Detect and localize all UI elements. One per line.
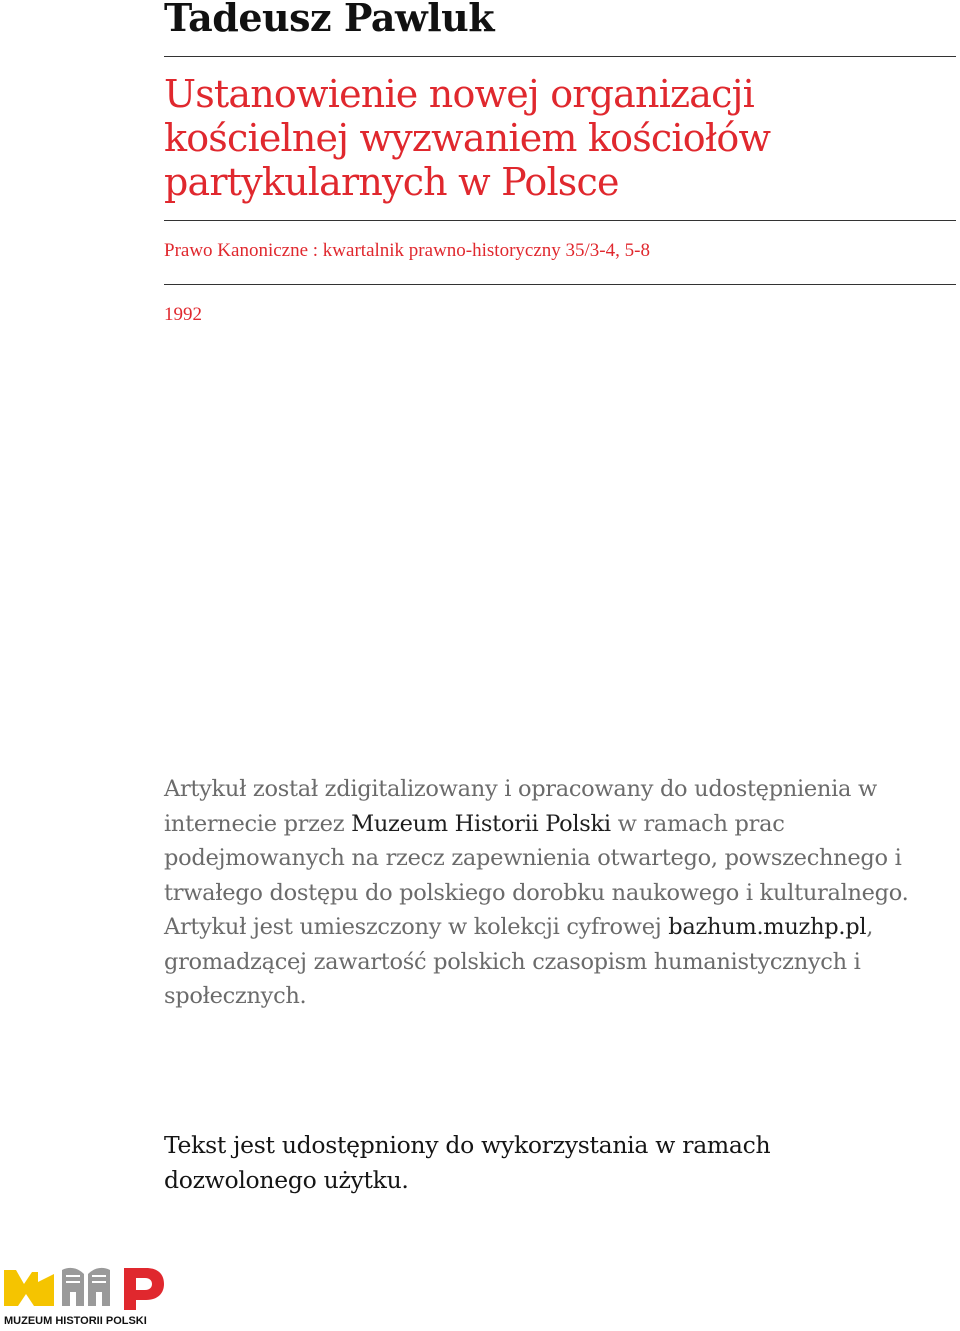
divider [164,56,956,57]
collection-site-link[interactable]: bazhum.muzhp.pl [668,914,867,940]
logo-text: MUZEUM HISTORII POLSKI [4,1315,147,1327]
journal-source: Prawo Kanoniczne : kwartalnik prawno-historyczny 35/3-4, 5-8 [164,240,650,261]
license-notice: Tekst jest udostępniony do wykorzystania w ramach dozwolonego użytku. [164,1131,771,1194]
article-title: Ustanowienie nowej organizacji kościelnej wyzwaniem kościołów partykularnych w Polsce [164,72,771,204]
museum-logo-icon [4,1262,166,1314]
museum-logo [4,1262,166,1328]
divider [164,284,956,285]
museum-name: Muzeum Historii Polski [351,810,611,837]
publication-year: 1992 [164,304,202,325]
author-name: Tadeusz Pawluk [164,0,495,40]
digitization-statement [164,772,954,1014]
statement-text: , gromadzącej zawartość polskich czasopism humanistycznych i społecznych. [164,914,874,1009]
statement-text: w ramach prac podejmowanych na rzecz zapewnienia otwartego, powszechnego i trwałego dostępu do polskiego dorobku naukowego i kulturalnego. Artykuł jest umieszczony w kolekcji cyfrowej [164,810,909,940]
statement-text: Artykuł został zdigitalizowany i opracowany do udostępnienia w internecie przez [164,776,877,837]
divider [164,220,956,221]
